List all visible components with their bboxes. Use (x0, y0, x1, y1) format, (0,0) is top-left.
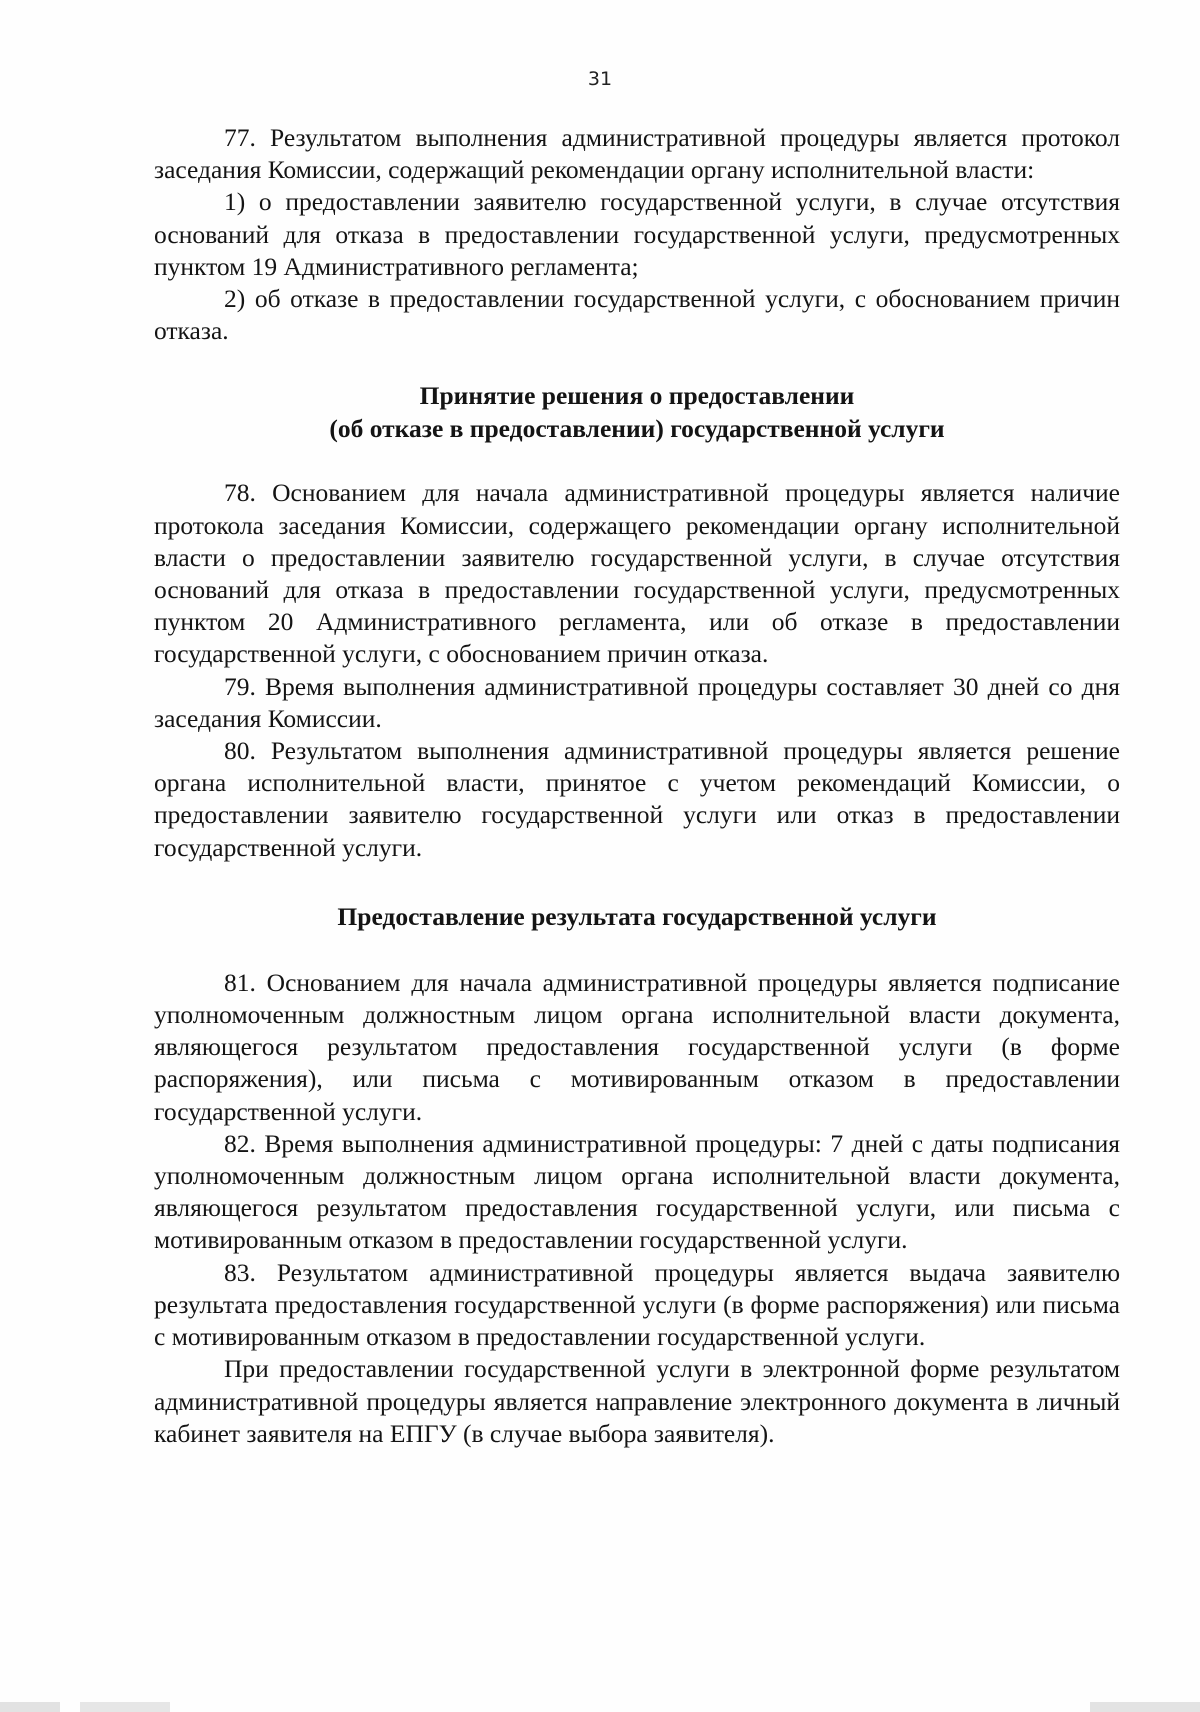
heading-line: Предоставление результата государственной услуги (337, 901, 937, 931)
paragraph-78: 78. Основанием для начала административной процедуры является наличие протокола заседания Комиссии, содержащего рекомендации органу исполнительной власти о предоставлении заявителю государственной услуги, в случае отсутствия оснований для отказа в предоставлении государственной услуги, предусмотренных пунктом 20 Административного регламента, или об отказе в предоставлении государственной услуги, с обоснованием причин отказа. (154, 478, 1120, 669)
page-number: 31 (587, 68, 613, 90)
paragraph-electronic-form: При предоставлении государственной услуги в электронной форме результатом административной процедуры является направление электронного документа в личный кабинет заявителя на ЕПГУ (в случае выбора заявителя). (154, 1354, 1120, 1448)
paragraph-80: 80. Результатом выполнения административной процедуры является решение органа исполнительной власти, принятое с учетом рекомендаций Комиссии, о предоставлении заявителю государственной услуги или отказ в предоставлении государственной услуги. (154, 736, 1120, 862)
paragraph-79: 79. Время выполнения административной процедуры составляет 30 дней со дня заседания Комиссии. (154, 671, 1120, 733)
paragraph-81: 81. Основанием для начала административной процедуры является подписание уполномоченным должностным лицом органа исполнительной власти документа, являющегося результатом предоставления государственной услуги (в форме распоряжения), или письма с мотивированным отказом в предоставлении государственной услуги. (154, 967, 1120, 1126)
scan-edge-artifact (0, 1702, 170, 1712)
paragraph-77-item-1: 1) о предоставлении заявителю государственной услуги, в случае отсутствия оснований для отказа в предоставлении государственной услуги, предусмотренных пунктом 19 Административного регламента; (154, 187, 1120, 281)
heading-line: Принятие решения о предоставлении (419, 381, 855, 411)
section-heading-decision (154, 379, 1120, 445)
scan-edge-artifact (1090, 1702, 1200, 1712)
section-heading-result (154, 900, 1120, 933)
document-body (154, 122, 1120, 1450)
paragraph-82: 82. Время выполнения административной процедуры: 7 дней с даты подписания уполномоченным должностным лицом органа исполнительной власти документа, являющегося результатом предоставления государственной услуги, или письма с мотивированным отказом в предоставлении государственной услуги. (154, 1128, 1120, 1255)
paragraph-83: 83. Результатом административной процедуры является выдача заявителю результата предоставления государственной услуги (в форме распоряжения) или письма с мотивированным отказом в предоставлении государственной услуги. (154, 1257, 1120, 1352)
heading-line: (об отказе в предоставлении) государственной услуги (329, 414, 945, 444)
paragraph-77: 77. Результатом выполнения административной процедуры является протокол заседания Комиссии, содержащий рекомендации органу исполнительной власти: (154, 123, 1120, 185)
paragraph-77-item-2: 2) об отказе в предоставлении государственной услуги, с обоснованием причин отказа. (154, 284, 1120, 346)
